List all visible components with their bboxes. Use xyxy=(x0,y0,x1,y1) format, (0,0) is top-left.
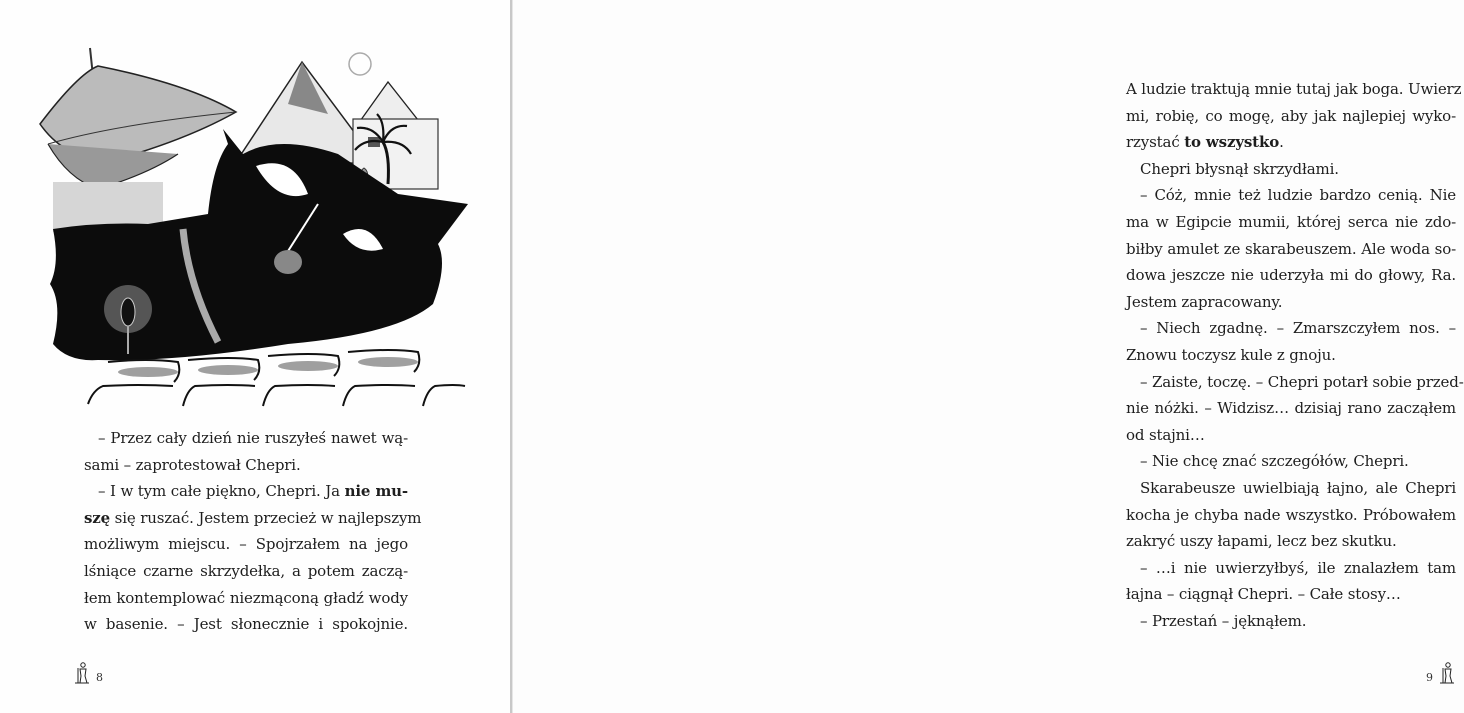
text-line: Jestem zapracowany. xyxy=(1126,292,1283,311)
egyptian-figure-icon xyxy=(74,662,90,684)
text-line: łem kontemplować niezmąconą gładź wody xyxy=(84,588,408,607)
text-line: biłby amulet ze skarabeuszem. Ale woda so- xyxy=(1126,239,1456,258)
text-line: Chepri błysnął skrzydłami. xyxy=(1140,159,1339,178)
left-page-text xyxy=(84,425,422,638)
right-page xyxy=(510,0,1464,713)
emphasis-text: nie mu- xyxy=(344,482,408,501)
text-line: Znowu toczysz kule z gnoju. xyxy=(1126,345,1336,364)
text-line: sami – zaprotestował Chepri. xyxy=(84,455,301,474)
text-line: mi, robię, co mogę, aby jak najlepiej wyko- xyxy=(1126,106,1456,125)
text-line: ma w Egipcie mumii, której serca nie zdo- xyxy=(1126,212,1456,231)
page-number: 9 xyxy=(1426,671,1433,684)
text-line: nie nóżki. – Widzisz… dzisiaj rano zacząłem xyxy=(1126,399,1456,418)
text-line: – Cóż, mnie też ludzie bardzo cenią. Nie xyxy=(1140,186,1456,205)
page-number: 8 xyxy=(96,671,103,684)
text-line: – Zaiste, toczę. – Chepri potarł sobie przed- xyxy=(1140,372,1464,391)
text-line: rzystać to wszystko. xyxy=(1126,133,1284,152)
text-line: możliwym miejscu. – Spojrzałem na jego xyxy=(84,535,408,554)
text-line: Skarabeusze uwielbiają łajno, ale Chepri xyxy=(1140,478,1456,497)
text-line: – Przestań – jęknąłem. xyxy=(1140,611,1307,630)
left-page xyxy=(0,0,510,713)
right-page-text xyxy=(1126,76,1464,634)
text-line: od stajni… xyxy=(1126,425,1205,444)
emphasis-text: to wszystko xyxy=(1184,133,1280,152)
egyptian-figure-icon xyxy=(1439,662,1455,684)
text-line: zakryć uszy łapami, lecz bez skutku. xyxy=(1126,532,1397,551)
illustration-cat-scarab xyxy=(38,44,468,414)
text-line: kocha je chyba nade wszystko. Próbowałem xyxy=(1126,505,1456,524)
text-line: – I w tym całe piękno, Chepri. Ja nie mu- xyxy=(98,482,408,501)
folio-left xyxy=(74,662,103,684)
book-gutter xyxy=(510,0,512,713)
text-line: – …i nie uwierzyłbyś, ile znalazłem tam xyxy=(1140,558,1456,577)
folio-right xyxy=(1426,662,1455,684)
text-line: szę się ruszać. Jestem przecież w najlepszym xyxy=(84,508,422,527)
text-line: – Niech zgadnę. – Zmarszczyłem nos. – xyxy=(1140,319,1456,338)
text-line: – Nie chcę znać szczegółów, Chepri. xyxy=(1140,452,1409,471)
text-line: dowa jeszcze nie uderzyła mi do głowy, Ra. xyxy=(1126,266,1456,285)
text-line: w basenie. – Jest słonecznie i spokojnie. xyxy=(84,615,408,634)
text-line: A ludzie traktują mnie tutaj jak boga. Uwierz xyxy=(1126,80,1462,98)
text-line: – Przez cały dzień nie ruszyłeś nawet wą- xyxy=(98,429,408,447)
text-line: łajna – ciągnął Chepri. – Całe stosy… xyxy=(1126,585,1401,604)
text-line: lśniące czarne skrzydełka, a potem zaczą- xyxy=(84,561,408,580)
emphasis-text: szę xyxy=(84,508,111,527)
